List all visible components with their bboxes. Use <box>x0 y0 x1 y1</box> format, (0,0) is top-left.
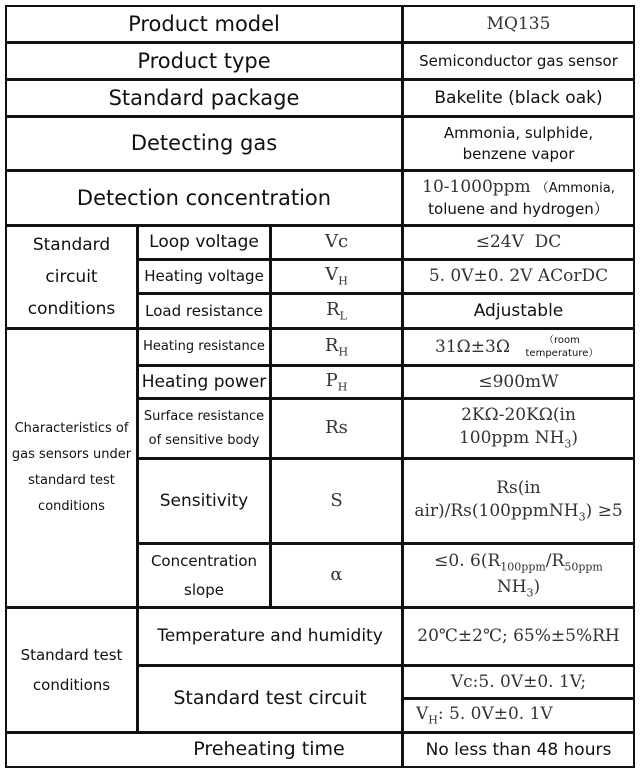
value-text: ≤24V DC <box>475 232 562 253</box>
label-sensitivity <box>137 458 271 544</box>
label-detection-concentration <box>5 170 403 226</box>
label-text: Heating resistance <box>143 339 265 355</box>
label-text: Product type <box>137 48 271 73</box>
symbol-sub: H <box>338 274 348 288</box>
value-text: No less than 48 hours <box>425 739 612 760</box>
value-note: （room temperature） <box>525 334 599 359</box>
value-text: Rs(in air)/Rs(100ppmNH <box>414 477 579 521</box>
value-detecting-gas <box>402 116 635 171</box>
group-standard-test <box>5 607 138 733</box>
value-line: benzene vapor <box>462 144 575 163</box>
value-text: ) <box>571 428 579 449</box>
value-text: Semiconductor gas sensor <box>419 51 618 70</box>
value-load-resistance <box>402 293 635 329</box>
label-text: Surface resistance of sensitive body <box>143 409 265 448</box>
value-text: MQ135 <box>486 13 551 34</box>
value-sensitivity <box>402 458 635 544</box>
value-text: 2KΩ-20KΩ(in 100ppm NH <box>458 405 576 449</box>
value-test-circuit-vh <box>402 698 635 733</box>
label-text: Product model <box>128 11 280 36</box>
value-text: ≤0. 6(R <box>434 551 501 572</box>
value-sub: 100ppm <box>500 560 546 574</box>
symbol-heating-resistance <box>270 328 403 366</box>
label-load-resistance <box>137 293 271 329</box>
symbol-text: α <box>330 564 343 586</box>
group-text: Standard test conditions <box>20 646 123 694</box>
group-text: Standard circuit conditions <box>27 234 116 320</box>
value-loop-voltage <box>402 225 635 260</box>
value-product-model <box>402 5 635 43</box>
label-text: Loop voltage <box>149 232 259 253</box>
value-surface-resistance <box>402 398 635 459</box>
value-sub: H <box>428 713 438 727</box>
value-sub: 50ppm <box>564 560 603 574</box>
label-heating-resistance <box>137 328 271 366</box>
value-line: Ammonia, sulphide, <box>443 124 594 143</box>
value-text: 31Ω±3Ω <box>435 336 510 357</box>
label-preheating-time <box>5 732 403 768</box>
label-text: Temperature and humidity <box>157 626 383 647</box>
label-standard-test-circuit <box>137 665 403 733</box>
value-range: 10-1000ppm <box>422 177 531 198</box>
symbol-surface-resistance <box>270 398 403 459</box>
symbol-text: S <box>330 489 343 511</box>
symbol-sub: H <box>338 345 349 359</box>
symbol-concentration-slope <box>270 543 403 608</box>
value-text: Adjustable <box>473 300 564 321</box>
value-gases: （Ammonia, <box>535 181 615 197</box>
symbol-text: V <box>325 264 339 286</box>
label-text: Standard test circuit <box>173 687 367 710</box>
value-text: 5. 0V±0. 2V ACorDC <box>428 266 609 287</box>
value-heating-resistance <box>402 328 635 366</box>
label-surface-resistance <box>137 398 271 459</box>
symbol-text: Rs <box>325 417 348 439</box>
label-text: Heating power <box>141 371 267 392</box>
value-text: Vc:5. 0V±0. 1V; <box>450 671 587 692</box>
label-text: Sensitivity <box>159 490 249 511</box>
symbol-load-resistance <box>270 293 403 329</box>
symbol-text: Vc <box>324 231 349 253</box>
group-standard-circuit <box>5 225 138 329</box>
symbol-loop-voltage <box>270 225 403 260</box>
label-product-model <box>5 5 403 43</box>
value-text: ) ≥5 <box>585 500 623 521</box>
value-standard-package <box>402 79 635 117</box>
label-temperature-humidity <box>137 607 403 666</box>
label-detecting-gas <box>5 116 403 171</box>
label-text: Standard package <box>108 85 300 110</box>
symbol-heating-voltage <box>270 259 403 294</box>
value-detection-concentration <box>402 170 635 226</box>
symbol-text: R <box>324 334 339 356</box>
label-heating-power <box>137 365 271 399</box>
value-sub: 3 <box>578 510 586 524</box>
value-temperature-humidity <box>402 607 635 666</box>
value-sub: 3 <box>564 437 572 451</box>
value-concentration-slope <box>402 543 635 608</box>
value-sub: 3 <box>526 585 534 599</box>
value-text: V <box>416 703 429 724</box>
value-line: toluene and hydrogen） <box>428 200 609 219</box>
symbol-sensitivity <box>270 458 403 544</box>
value-text: ) <box>533 576 541 597</box>
symbol-heating-power <box>270 365 403 399</box>
label-concentration-slope <box>137 543 271 608</box>
symbol-sub: H <box>337 380 348 394</box>
label-heating-voltage <box>137 259 271 294</box>
value-heating-power <box>402 365 635 399</box>
symbol-text: R <box>326 298 340 320</box>
value-text: 20℃±2℃; 65%±5%RH <box>417 626 620 647</box>
label-loop-voltage <box>137 225 271 260</box>
value-product-type <box>402 42 635 80</box>
label-text: Concentration slope <box>150 552 258 599</box>
symbol-text: P <box>325 369 338 391</box>
label-standard-package <box>5 79 403 117</box>
value-text: /R <box>545 551 565 572</box>
symbol-sub: L <box>339 309 347 323</box>
value-preheating-time <box>402 732 635 768</box>
label-text: Detection concentration <box>76 185 332 210</box>
label-text: Detecting gas <box>130 131 278 156</box>
value-text: : 5. 0V±0. 1V <box>437 703 553 724</box>
group-text: Characteristics of gas sensors under standard test conditions <box>11 421 132 514</box>
value-heating-voltage <box>402 259 635 294</box>
label-text: Load resistance <box>145 301 263 320</box>
value-text: Bakelite (black oak) <box>434 87 603 108</box>
value-test-circuit-vc <box>402 665 635 699</box>
group-characteristics <box>5 328 138 608</box>
label-product-type <box>5 42 403 80</box>
label-text: Preheating time <box>193 738 345 761</box>
label-text: Heating voltage <box>144 267 264 286</box>
value-text: NH <box>496 576 527 597</box>
value-text: ≤900mW <box>478 371 559 392</box>
